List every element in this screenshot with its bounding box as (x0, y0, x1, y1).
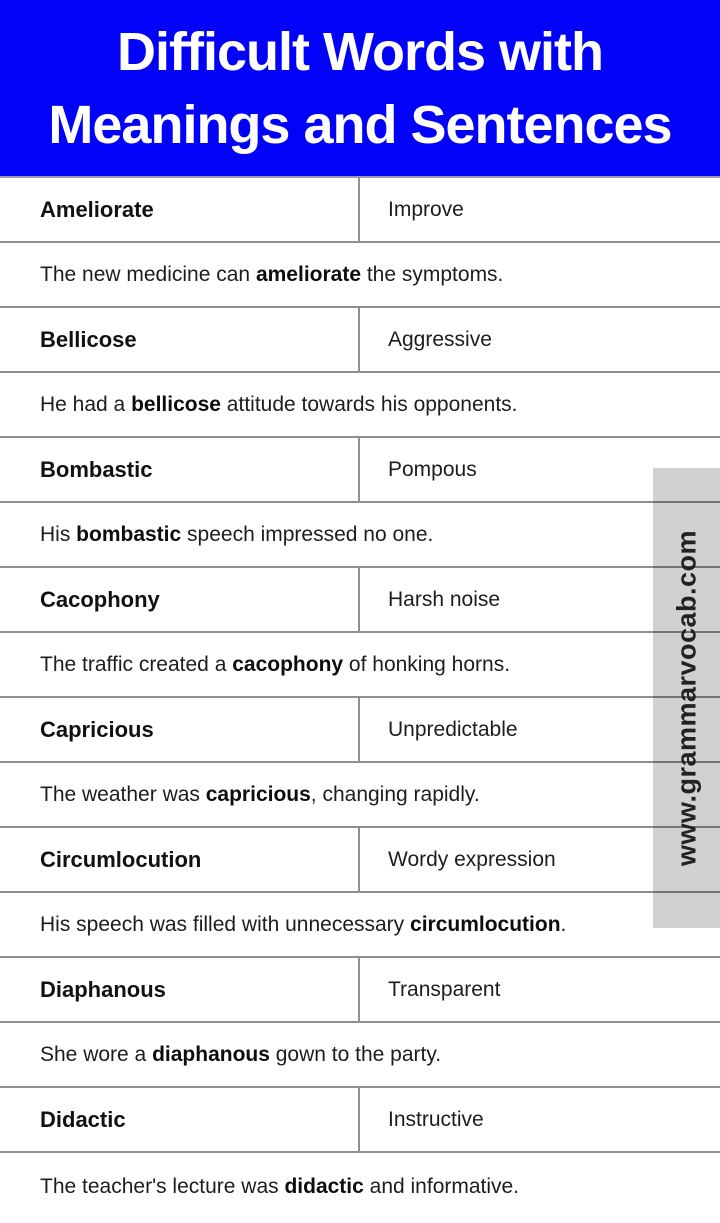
meaning-cell (360, 438, 720, 501)
sentence-text (40, 1043, 441, 1067)
sentence-text (40, 913, 566, 937)
sentence-after: , changing rapidly. (310, 782, 480, 806)
sentence-before: He had a (40, 392, 132, 416)
word-row-bellicose (0, 308, 720, 373)
word-text: Ameliorate (40, 196, 154, 222)
vocab-table (0, 178, 720, 1221)
sentence-row-cacophony (0, 633, 720, 698)
sentence-keyword: ameliorate (255, 262, 362, 286)
word-cell (0, 828, 360, 891)
sentence-row-capricious (0, 763, 720, 828)
sentence-row-ameliorate (0, 243, 720, 308)
word-text: Bombastic (40, 456, 153, 482)
word-row-circumlocution (0, 828, 720, 893)
word-text: Bellicose (40, 326, 137, 352)
title-line-2: Meanings and Sentences (48, 95, 672, 155)
sentence-text (40, 393, 518, 417)
sentence-before: The weather was (40, 782, 206, 806)
meaning-text: Harsh noise (388, 587, 501, 611)
meaning-cell (360, 828, 720, 891)
word-row-cacophony (0, 568, 720, 633)
sentence-before: His (40, 522, 77, 546)
sentence-after: attitude towards his opponents. (220, 392, 518, 416)
word-cell (0, 958, 360, 1021)
word-row-diaphanous (0, 958, 720, 1023)
sentence-keyword: bombastic (76, 522, 182, 546)
sentence-row-circumlocution (0, 893, 720, 958)
meaning-cell (360, 698, 720, 761)
sentence-row-diaphanous (0, 1023, 720, 1088)
sentence-text (40, 263, 503, 287)
word-cell (0, 308, 360, 371)
sentence-before: His speech was filled with unnecessary (40, 912, 411, 936)
sentence-keyword: bellicose (131, 392, 221, 416)
sentence-keyword: didactic (284, 1175, 364, 1198)
sentence-after: of honking horns. (343, 652, 511, 676)
sentence-after: the symptoms. (361, 262, 504, 286)
word-cell (0, 1088, 360, 1151)
sentence-before: The traffic created a (40, 652, 233, 676)
meaning-text: Improve (388, 197, 464, 221)
word-text: Circumlocution (40, 846, 202, 872)
sentence-keyword: circumlocution (410, 912, 561, 936)
sentence-before: The teacher's lecture was (40, 1175, 285, 1198)
word-row-bombastic (0, 438, 720, 503)
meaning-text: Wordy expression (388, 847, 556, 871)
meaning-cell (360, 308, 720, 371)
meaning-text: Aggressive (388, 327, 492, 351)
sentence-before: The new medicine can (40, 262, 256, 286)
meaning-cell (360, 958, 720, 1021)
sentence-after: . (560, 912, 567, 936)
sentence-before: She wore a (40, 1042, 153, 1066)
sentence-row-bombastic (0, 503, 720, 568)
word-text: Diaphanous (40, 976, 166, 1002)
sentence-text (40, 783, 480, 807)
sentence-keyword: cacophony (232, 652, 344, 676)
meaning-cell (360, 178, 720, 241)
meaning-text: Pompous (388, 457, 477, 481)
watermark-text: www.grammarvocab.com (671, 529, 701, 867)
word-row-didactic (0, 1088, 720, 1153)
word-cell (0, 698, 360, 761)
title-line-1: Difficult Words with (117, 22, 603, 82)
word-text: Cacophony (40, 586, 160, 612)
meaning-cell (360, 568, 720, 631)
title-banner (0, 0, 720, 178)
meaning-cell (360, 1088, 720, 1151)
sentence-text (40, 523, 433, 547)
word-text: Capricious (40, 716, 154, 742)
meaning-text: Unpredictable (388, 717, 518, 741)
meaning-text: Transparent (388, 977, 501, 1001)
meaning-text: Instructive (388, 1107, 484, 1131)
sentence-keyword: diaphanous (152, 1042, 270, 1066)
sentence-after: speech impressed no one. (181, 522, 434, 546)
word-row-ameliorate (0, 178, 720, 243)
word-cell (0, 568, 360, 631)
word-cell (0, 438, 360, 501)
sentence-after: gown to the party. (269, 1042, 442, 1066)
sentence-keyword: capricious (205, 782, 311, 806)
sentence-row-didactic (0, 1153, 720, 1221)
word-cell (0, 178, 360, 241)
sentence-after: and informative. (363, 1175, 520, 1198)
sentence-row-bellicose (0, 373, 720, 438)
word-row-capricious (0, 698, 720, 763)
sentence-text (40, 1175, 519, 1199)
word-text: Didactic (40, 1106, 126, 1132)
sentence-text (40, 653, 510, 677)
